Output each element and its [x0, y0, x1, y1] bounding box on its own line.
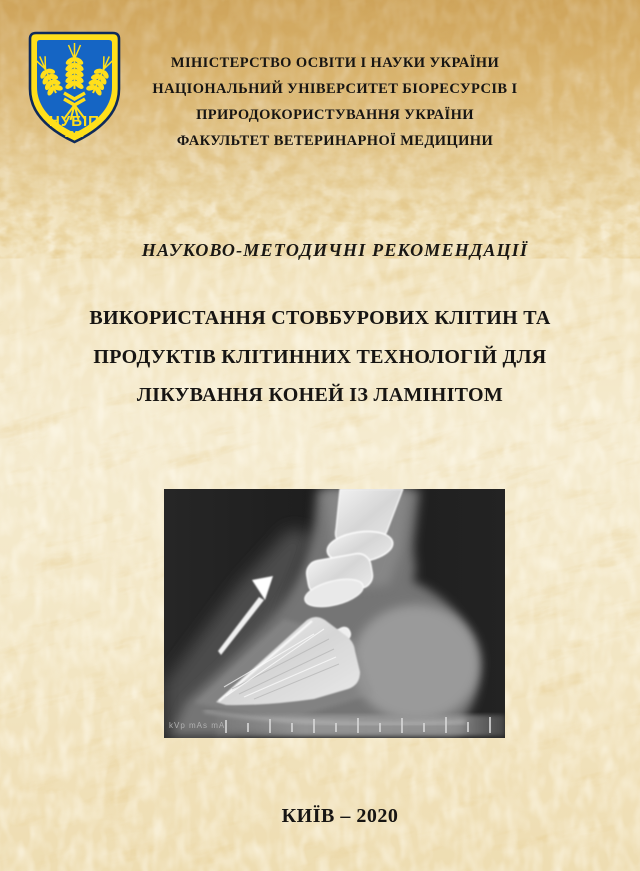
xray-caption: kVp mAs mA	[169, 721, 226, 730]
header-line-faculty: ФАКУЛЬТЕТ ВЕТЕРИНАРНОЇ МЕДИЦИНИ	[176, 133, 494, 149]
title-line-1: ВИКОРИСТАННЯ СТОВБУРОВИХ КЛІТИН ТА	[89, 307, 551, 329]
title-line-2: ПРОДУКТІВ КЛІТИННИХ ТЕХНОЛОГІЙ ДЛЯ	[93, 345, 547, 368]
header-line-university-1: НАЦІОНАЛЬНИЙ УНІВЕРСИТЕТ БІОРЕСУРСІВ І	[152, 81, 518, 97]
city-year-footer: КИЇВ – 2020	[281, 805, 399, 827]
document-title	[0, 299, 640, 415]
hoof-xray-image	[164, 489, 505, 738]
emblem-acronym: НУБІП	[49, 113, 100, 130]
header-line-university-2: ПРИРОДОКОРИСТУВАННЯ УКРАЇНИ	[196, 107, 474, 123]
institution-header	[130, 50, 540, 154]
shield-icon	[26, 29, 123, 145]
title-line-3: ЛІКУВАННЯ КОНЕЙ ІЗ ЛАМІНІТОМ	[136, 384, 504, 406]
emblem-year: 1898	[64, 130, 85, 139]
nubip-emblem	[26, 29, 123, 145]
header-line-ministry: МІНІСТЕРСТВО ОСВІТИ І НАУКИ УКРАЇНИ	[170, 55, 500, 71]
document-type-subtitle: НАУКОВО-МЕТОДИЧНІ РЕКОМЕНДАЦІЇ	[141, 240, 529, 260]
